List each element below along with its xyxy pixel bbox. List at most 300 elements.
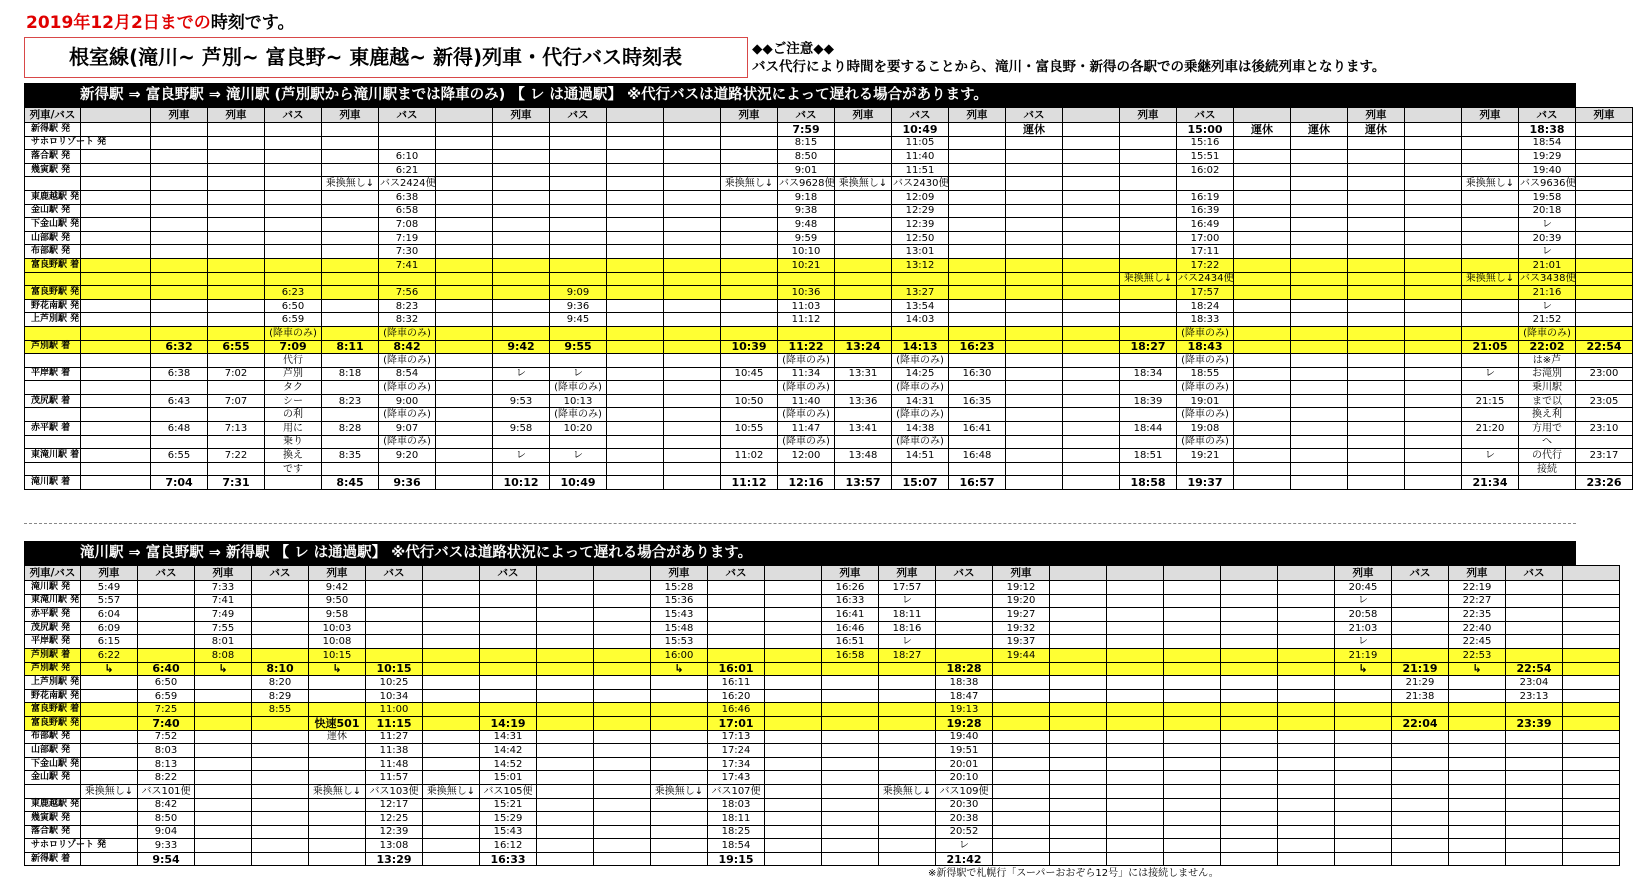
station-cell: 茂尻駅 着 bbox=[25, 394, 81, 408]
time-cell bbox=[765, 608, 822, 622]
time-cell bbox=[651, 757, 708, 771]
time-cell bbox=[1449, 730, 1506, 744]
time-cell: 12:09 bbox=[892, 190, 949, 204]
time-cell bbox=[949, 177, 1006, 191]
time-cell bbox=[1107, 757, 1164, 771]
time-cell bbox=[1234, 422, 1291, 436]
time-cell bbox=[151, 123, 208, 137]
time-cell bbox=[1006, 394, 1063, 408]
time-cell: 5:57 bbox=[81, 594, 138, 608]
time-cell bbox=[1291, 272, 1348, 286]
time-cell: 11:05 bbox=[892, 136, 949, 150]
time-cell bbox=[1278, 581, 1335, 595]
time-cell bbox=[493, 462, 550, 476]
table-row bbox=[25, 435, 1633, 449]
time-cell bbox=[480, 581, 537, 595]
time-cell bbox=[1291, 449, 1348, 463]
time-cell bbox=[721, 163, 778, 177]
time-cell: 19:40 bbox=[936, 730, 993, 744]
time-cell: 17:34 bbox=[708, 757, 765, 771]
time-cell bbox=[366, 635, 423, 649]
time-cell bbox=[708, 594, 765, 608]
time-cell bbox=[835, 163, 892, 177]
time-cell bbox=[664, 367, 721, 381]
time-cell bbox=[651, 676, 708, 690]
time-cell: バス2424便 bbox=[380, 178, 436, 190]
time-cell bbox=[765, 662, 822, 676]
time-cell: バス bbox=[480, 566, 537, 581]
time-cell bbox=[550, 123, 607, 137]
time-cell bbox=[1405, 231, 1462, 245]
time-cell bbox=[765, 730, 822, 744]
time-cell bbox=[1563, 635, 1620, 649]
time-cell: 18:27 bbox=[879, 648, 936, 662]
time-cell bbox=[1462, 163, 1519, 177]
time-cell: 6:10 bbox=[379, 150, 436, 164]
time-cell bbox=[1291, 258, 1348, 272]
time-cell bbox=[1576, 408, 1633, 422]
time-cell bbox=[664, 177, 721, 191]
time-cell: 列車 bbox=[651, 566, 708, 581]
table-row bbox=[25, 123, 1633, 137]
table-row bbox=[25, 422, 1633, 436]
time-cell bbox=[1063, 476, 1120, 490]
time-cell bbox=[493, 258, 550, 272]
time-cell: (降車のみ) bbox=[379, 326, 436, 340]
time-cell bbox=[607, 163, 664, 177]
time-cell bbox=[493, 204, 550, 218]
time-cell bbox=[607, 286, 664, 300]
time-cell bbox=[436, 272, 493, 286]
time-cell bbox=[1335, 730, 1392, 744]
time-cell bbox=[936, 648, 993, 662]
time-cell bbox=[664, 476, 721, 490]
time-cell bbox=[151, 381, 208, 395]
time-cell bbox=[366, 594, 423, 608]
time-cell: 19:01 bbox=[1177, 394, 1234, 408]
time-cell: 17:11 bbox=[1177, 245, 1234, 259]
time-cell: 6:23 bbox=[265, 286, 322, 300]
time-cell bbox=[1278, 621, 1335, 635]
time-cell: 列車 bbox=[1576, 108, 1633, 123]
time-cell: 22:19 bbox=[1449, 581, 1506, 595]
time-cell: レ bbox=[493, 367, 550, 381]
time-cell bbox=[322, 462, 379, 476]
time-cell bbox=[1405, 435, 1462, 449]
time-cell bbox=[195, 703, 252, 717]
time-cell bbox=[664, 272, 721, 286]
time-cell bbox=[1278, 676, 1335, 690]
time-cell bbox=[81, 394, 151, 408]
time-cell bbox=[138, 648, 195, 662]
time-cell: (降車のみ) bbox=[379, 354, 436, 368]
time-cell bbox=[1462, 218, 1519, 232]
time-cell: 17:24 bbox=[708, 744, 765, 758]
station-cell: 茂尻駅 発 bbox=[25, 621, 81, 635]
time-cell: (降車のみ) bbox=[1177, 381, 1234, 395]
time-cell: お滝別 bbox=[1519, 367, 1576, 381]
time-cell bbox=[835, 150, 892, 164]
time-cell bbox=[1563, 812, 1620, 826]
time-cell: 18:58 bbox=[1120, 476, 1177, 490]
time-cell: (降車のみ) bbox=[1177, 435, 1234, 449]
time-cell: バス105便 bbox=[480, 784, 537, 798]
time-cell bbox=[1234, 476, 1291, 490]
time-cell: 19:32 bbox=[993, 621, 1050, 635]
time-cell: 15:43 bbox=[651, 608, 708, 622]
time-cell bbox=[664, 299, 721, 313]
time-cell: 20:38 bbox=[936, 812, 993, 826]
station-cell: 上芦別駅 発 bbox=[25, 676, 81, 690]
time-cell bbox=[151, 313, 208, 327]
time-cell bbox=[1164, 716, 1221, 730]
time-cell bbox=[1278, 730, 1335, 744]
time-cell bbox=[607, 123, 664, 137]
time-cell bbox=[252, 798, 309, 812]
time-cell bbox=[81, 204, 151, 218]
time-cell bbox=[1506, 730, 1563, 744]
time-cell bbox=[436, 218, 493, 232]
time-cell: 乗換無し↓ bbox=[1462, 272, 1519, 286]
time-cell bbox=[879, 771, 936, 785]
time-cell: 接続 bbox=[1519, 462, 1576, 476]
time-cell: 13:12 bbox=[892, 258, 949, 272]
time-cell bbox=[208, 286, 265, 300]
time-cell bbox=[1063, 136, 1120, 150]
time-cell bbox=[822, 812, 879, 826]
time-cell bbox=[1063, 408, 1120, 422]
time-cell: 6:21 bbox=[379, 163, 436, 177]
time-cell bbox=[1291, 381, 1348, 395]
time-cell bbox=[835, 190, 892, 204]
table-row bbox=[25, 190, 1633, 204]
time-cell: 8:23 bbox=[379, 299, 436, 313]
time-cell bbox=[1348, 286, 1405, 300]
time-cell bbox=[1563, 676, 1620, 690]
time-cell: 13:29 bbox=[366, 852, 423, 866]
time-cell bbox=[835, 123, 892, 137]
time-cell: 22:27 bbox=[1449, 594, 1506, 608]
time-cell bbox=[664, 313, 721, 327]
time-cell: 16:30 bbox=[949, 367, 1006, 381]
time-cell: 乗り bbox=[265, 435, 322, 449]
time-cell bbox=[265, 136, 322, 150]
time-cell bbox=[195, 839, 252, 853]
time-cell bbox=[1348, 313, 1405, 327]
table-row bbox=[25, 825, 1620, 839]
time-cell: 7:09 bbox=[265, 340, 322, 354]
time-cell: 7:25 bbox=[138, 703, 195, 717]
time-cell: 9:36 bbox=[550, 299, 607, 313]
time-cell: 11:12 bbox=[778, 313, 835, 327]
time-cell bbox=[151, 408, 208, 422]
time-cell bbox=[594, 635, 651, 649]
time-cell bbox=[1063, 422, 1120, 436]
time-cell bbox=[1234, 218, 1291, 232]
time-cell: 8:42 bbox=[138, 798, 195, 812]
time-cell bbox=[835, 354, 892, 368]
time-cell bbox=[1164, 825, 1221, 839]
time-cell bbox=[1405, 367, 1462, 381]
time-cell bbox=[936, 581, 993, 595]
time-cell bbox=[1576, 286, 1633, 300]
time-cell bbox=[1291, 163, 1348, 177]
time-cell bbox=[936, 594, 993, 608]
time-cell bbox=[138, 621, 195, 635]
time-cell bbox=[1462, 299, 1519, 313]
time-cell: バス bbox=[1519, 108, 1576, 123]
time-cell bbox=[1348, 422, 1405, 436]
time-cell bbox=[1234, 286, 1291, 300]
time-cell bbox=[265, 150, 322, 164]
time-cell bbox=[195, 812, 252, 826]
time-cell bbox=[1234, 354, 1291, 368]
time-cell bbox=[1506, 608, 1563, 622]
time-cell bbox=[1063, 394, 1120, 408]
time-cell bbox=[594, 730, 651, 744]
time-cell bbox=[1006, 190, 1063, 204]
time-cell bbox=[1234, 381, 1291, 395]
time-cell bbox=[1050, 839, 1107, 853]
time-cell: 18:24 bbox=[1177, 299, 1234, 313]
time-cell: 11:27 bbox=[366, 730, 423, 744]
time-cell: 7:22 bbox=[208, 449, 265, 463]
time-cell bbox=[949, 150, 1006, 164]
time-cell bbox=[822, 839, 879, 853]
table-row bbox=[25, 299, 1633, 313]
time-cell: 10:08 bbox=[309, 635, 366, 649]
time-cell bbox=[537, 716, 594, 730]
time-cell bbox=[822, 730, 879, 744]
table-row bbox=[25, 204, 1633, 218]
time-cell bbox=[949, 408, 1006, 422]
time-cell bbox=[493, 245, 550, 259]
time-cell bbox=[1050, 648, 1107, 662]
time-cell bbox=[151, 204, 208, 218]
time-cell bbox=[1449, 676, 1506, 690]
time-cell bbox=[1392, 839, 1449, 853]
time-cell: 8:35 bbox=[322, 449, 379, 463]
time-cell bbox=[1576, 136, 1633, 150]
time-cell bbox=[1563, 730, 1620, 744]
time-cell bbox=[1449, 812, 1506, 826]
table-row bbox=[25, 703, 1620, 717]
time-cell bbox=[1278, 662, 1335, 676]
time-cell bbox=[1050, 852, 1107, 866]
time-cell: 23:05 bbox=[1576, 394, 1633, 408]
time-cell bbox=[436, 231, 493, 245]
time-cell bbox=[1405, 163, 1462, 177]
time-cell bbox=[879, 839, 936, 853]
time-cell: 13:54 bbox=[892, 299, 949, 313]
time-cell: (降車のみ) bbox=[550, 408, 607, 422]
time-cell bbox=[493, 136, 550, 150]
time-cell bbox=[1392, 581, 1449, 595]
time-cell bbox=[1348, 231, 1405, 245]
time-cell bbox=[1291, 354, 1348, 368]
time-cell bbox=[607, 177, 664, 191]
time-cell bbox=[594, 662, 651, 676]
time-cell: 18:34 bbox=[1120, 367, 1177, 381]
time-cell bbox=[1449, 689, 1506, 703]
time-cell: 用に bbox=[265, 422, 322, 436]
time-cell bbox=[708, 648, 765, 662]
time-cell bbox=[822, 676, 879, 690]
time-cell: です bbox=[265, 462, 322, 476]
time-cell bbox=[1576, 435, 1633, 449]
time-cell bbox=[765, 581, 822, 595]
time-cell bbox=[151, 150, 208, 164]
time-cell: 16:33 bbox=[822, 594, 879, 608]
time-cell: 13:24 bbox=[835, 340, 892, 354]
time-cell bbox=[1063, 190, 1120, 204]
time-cell bbox=[879, 798, 936, 812]
time-cell bbox=[436, 462, 493, 476]
time-cell bbox=[835, 218, 892, 232]
time-cell bbox=[1335, 852, 1392, 866]
time-cell: 運休 bbox=[1291, 123, 1348, 137]
time-cell bbox=[1392, 621, 1449, 635]
time-cell bbox=[537, 798, 594, 812]
time-cell: 16:26 bbox=[822, 581, 879, 595]
time-cell bbox=[550, 218, 607, 232]
time-cell bbox=[1506, 812, 1563, 826]
time-cell bbox=[537, 594, 594, 608]
time-cell bbox=[607, 204, 664, 218]
time-cell bbox=[265, 204, 322, 218]
time-cell bbox=[537, 703, 594, 717]
time-cell: 18:54 bbox=[708, 839, 765, 853]
time-cell: レ bbox=[550, 367, 607, 381]
time-cell bbox=[1563, 784, 1620, 798]
time-cell bbox=[1348, 218, 1405, 232]
time-cell bbox=[835, 245, 892, 259]
station-cell: 新得駅 発 bbox=[25, 123, 81, 137]
time-cell bbox=[208, 313, 265, 327]
time-cell bbox=[879, 852, 936, 866]
time-cell: 22:04 bbox=[1392, 716, 1449, 730]
time-cell bbox=[949, 313, 1006, 327]
station-cell bbox=[25, 177, 81, 191]
time-cell bbox=[1221, 784, 1278, 798]
time-cell bbox=[195, 784, 252, 798]
time-cell bbox=[550, 204, 607, 218]
time-cell bbox=[1177, 462, 1234, 476]
time-cell bbox=[765, 825, 822, 839]
time-cell: の利 bbox=[265, 408, 322, 422]
time-cell bbox=[195, 757, 252, 771]
time-cell: 18:47 bbox=[936, 689, 993, 703]
time-cell bbox=[1506, 594, 1563, 608]
time-cell: 13:57 bbox=[835, 476, 892, 490]
time-cell bbox=[879, 703, 936, 717]
time-cell: 16:12 bbox=[480, 839, 537, 853]
time-cell bbox=[1278, 798, 1335, 812]
time-cell bbox=[778, 326, 835, 340]
time-cell bbox=[151, 299, 208, 313]
time-cell bbox=[265, 245, 322, 259]
station-cell bbox=[25, 354, 81, 368]
time-cell bbox=[322, 313, 379, 327]
time-cell bbox=[550, 272, 607, 286]
time-cell: は※芦 bbox=[1519, 354, 1576, 368]
time-cell bbox=[993, 771, 1050, 785]
time-cell bbox=[1462, 381, 1519, 395]
time-cell bbox=[81, 812, 138, 826]
time-cell bbox=[208, 163, 265, 177]
time-cell bbox=[708, 621, 765, 635]
time-cell: 列車 bbox=[1449, 566, 1506, 581]
time-cell: 9:42 bbox=[309, 581, 366, 595]
time-cell bbox=[1050, 703, 1107, 717]
time-cell bbox=[1449, 839, 1506, 853]
time-cell bbox=[1576, 190, 1633, 204]
time-cell: バス bbox=[550, 108, 607, 123]
time-cell bbox=[1234, 245, 1291, 259]
time-cell bbox=[1405, 476, 1462, 490]
time-cell bbox=[265, 190, 322, 204]
time-cell bbox=[493, 286, 550, 300]
time-cell: 12:25 bbox=[366, 812, 423, 826]
time-cell: 18:44 bbox=[1120, 422, 1177, 436]
time-cell: 乗換無し↓ bbox=[1120, 272, 1177, 286]
time-cell bbox=[1449, 757, 1506, 771]
time-cell: 9:55 bbox=[550, 340, 607, 354]
time-cell bbox=[1234, 326, 1291, 340]
time-cell bbox=[993, 812, 1050, 826]
time-cell bbox=[1120, 408, 1177, 422]
time-cell bbox=[1164, 662, 1221, 676]
time-cell: レ bbox=[1519, 245, 1576, 259]
time-cell: 6:50 bbox=[265, 299, 322, 313]
station-cell: 富良野駅 着 bbox=[25, 258, 81, 272]
time-cell bbox=[81, 730, 138, 744]
time-cell: 14:13 bbox=[892, 340, 949, 354]
time-cell bbox=[1563, 566, 1620, 581]
time-cell: 17:57 bbox=[879, 581, 936, 595]
time-cell: 列車 bbox=[1348, 108, 1405, 123]
time-cell bbox=[1120, 299, 1177, 313]
time-cell bbox=[1278, 744, 1335, 758]
time-cell bbox=[322, 258, 379, 272]
time-cell bbox=[1234, 136, 1291, 150]
time-cell bbox=[1063, 299, 1120, 313]
time-cell: 乗換無し↓ bbox=[81, 784, 138, 798]
time-cell bbox=[1234, 367, 1291, 381]
time-cell bbox=[1107, 716, 1164, 730]
time-cell: (降車のみ) bbox=[778, 381, 835, 395]
time-cell bbox=[550, 190, 607, 204]
time-cell: 11:51 bbox=[892, 163, 949, 177]
station-cell: 新得駅 着 bbox=[25, 852, 81, 866]
time-cell bbox=[664, 150, 721, 164]
time-cell: 17:43 bbox=[708, 771, 765, 785]
time-cell bbox=[1291, 245, 1348, 259]
time-cell bbox=[721, 258, 778, 272]
time-cell bbox=[1063, 123, 1120, 137]
time-cell bbox=[1107, 771, 1164, 785]
time-cell bbox=[1392, 852, 1449, 866]
time-cell bbox=[1164, 566, 1221, 581]
time-cell bbox=[1348, 449, 1405, 463]
time-cell bbox=[1221, 771, 1278, 785]
time-cell bbox=[1107, 594, 1164, 608]
time-cell bbox=[594, 594, 651, 608]
time-cell: 18:55 bbox=[1177, 367, 1234, 381]
time-cell: 10:03 bbox=[309, 621, 366, 635]
time-cell bbox=[1348, 190, 1405, 204]
time-cell bbox=[195, 689, 252, 703]
